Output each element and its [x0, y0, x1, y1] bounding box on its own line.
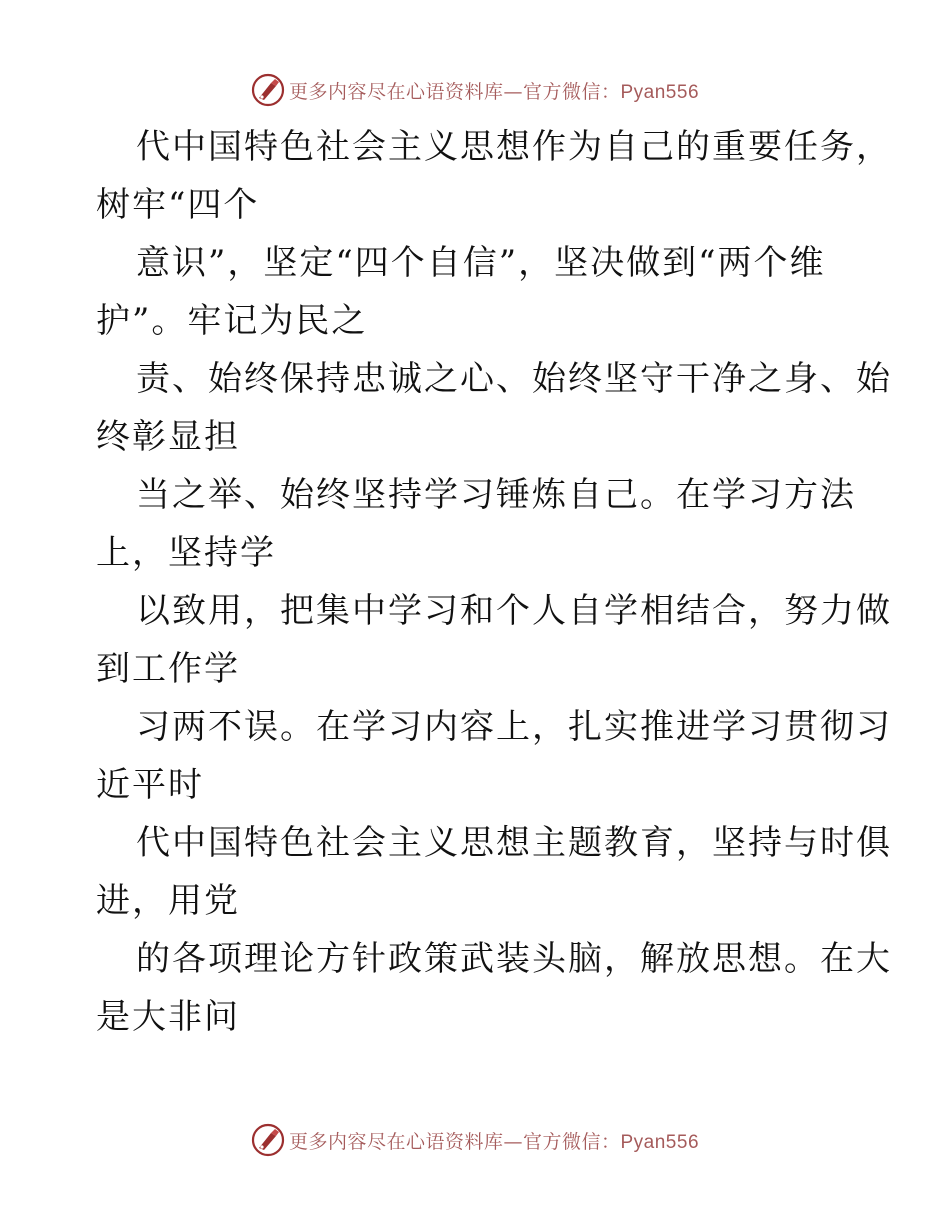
header-wechat-id: Pyan556	[620, 81, 700, 103]
paragraph-line: 近平时	[96, 765, 204, 805]
paragraph	[96, 582, 892, 698]
footer-wechat-id: Pyan556	[620, 1131, 700, 1153]
paragraph	[96, 466, 856, 582]
paragraph-line: 以致用，把集中学习和个人自学相结合，努力做	[136, 591, 892, 631]
header-banner	[0, 70, 950, 110]
paragraph	[96, 930, 892, 1046]
document-body	[96, 118, 892, 1046]
pen-nib-logo-icon	[251, 1123, 285, 1157]
paragraph-line: 进，用党	[96, 881, 240, 921]
footer-banner	[0, 1120, 950, 1160]
paragraph-line: 的各项理论方针政策武装头脑，解放思想。在大	[136, 939, 892, 979]
paragraph-line: 代中国特色社会主义思想作为自己的重要任务，	[136, 127, 892, 167]
paragraph-line: 习两不误。在学习内容上，扎实推进学习贯彻习	[136, 707, 892, 747]
pen-nib-logo-icon	[251, 73, 285, 107]
header-text	[289, 77, 699, 104]
paragraph	[96, 118, 892, 234]
paragraph	[96, 814, 892, 930]
paragraph-line: 护”。牢记为民之	[96, 301, 368, 341]
footer-label: 更多内容尽在心语资料库—官方微信：	[288, 1130, 621, 1153]
paragraph-line: 意识”，坚定“四个自信”，坚决做到“两个维	[136, 243, 826, 283]
paragraph	[96, 698, 892, 814]
paragraph-line: 终彰显担	[96, 417, 240, 457]
paragraph-line: 是大非问	[96, 997, 240, 1037]
paragraph-line: 上，坚持学	[96, 533, 276, 573]
paragraph-line: 树牢“四个	[96, 185, 260, 225]
paragraph-line: 到工作学	[96, 649, 240, 689]
paragraph	[96, 350, 892, 466]
header-label: 更多内容尽在心语资料库—官方微信：	[288, 80, 621, 103]
paragraph	[96, 234, 856, 350]
paragraph-line: 代中国特色社会主义思想主题教育，坚持与时俱	[136, 823, 892, 863]
footer-text	[289, 1127, 699, 1154]
paragraph-line: 当之举、始终坚持学习锤炼自己。在学习方法	[136, 475, 856, 515]
paragraph-line: 责、始终保持忠诚之心、始终坚守干净之身、始	[136, 359, 892, 399]
